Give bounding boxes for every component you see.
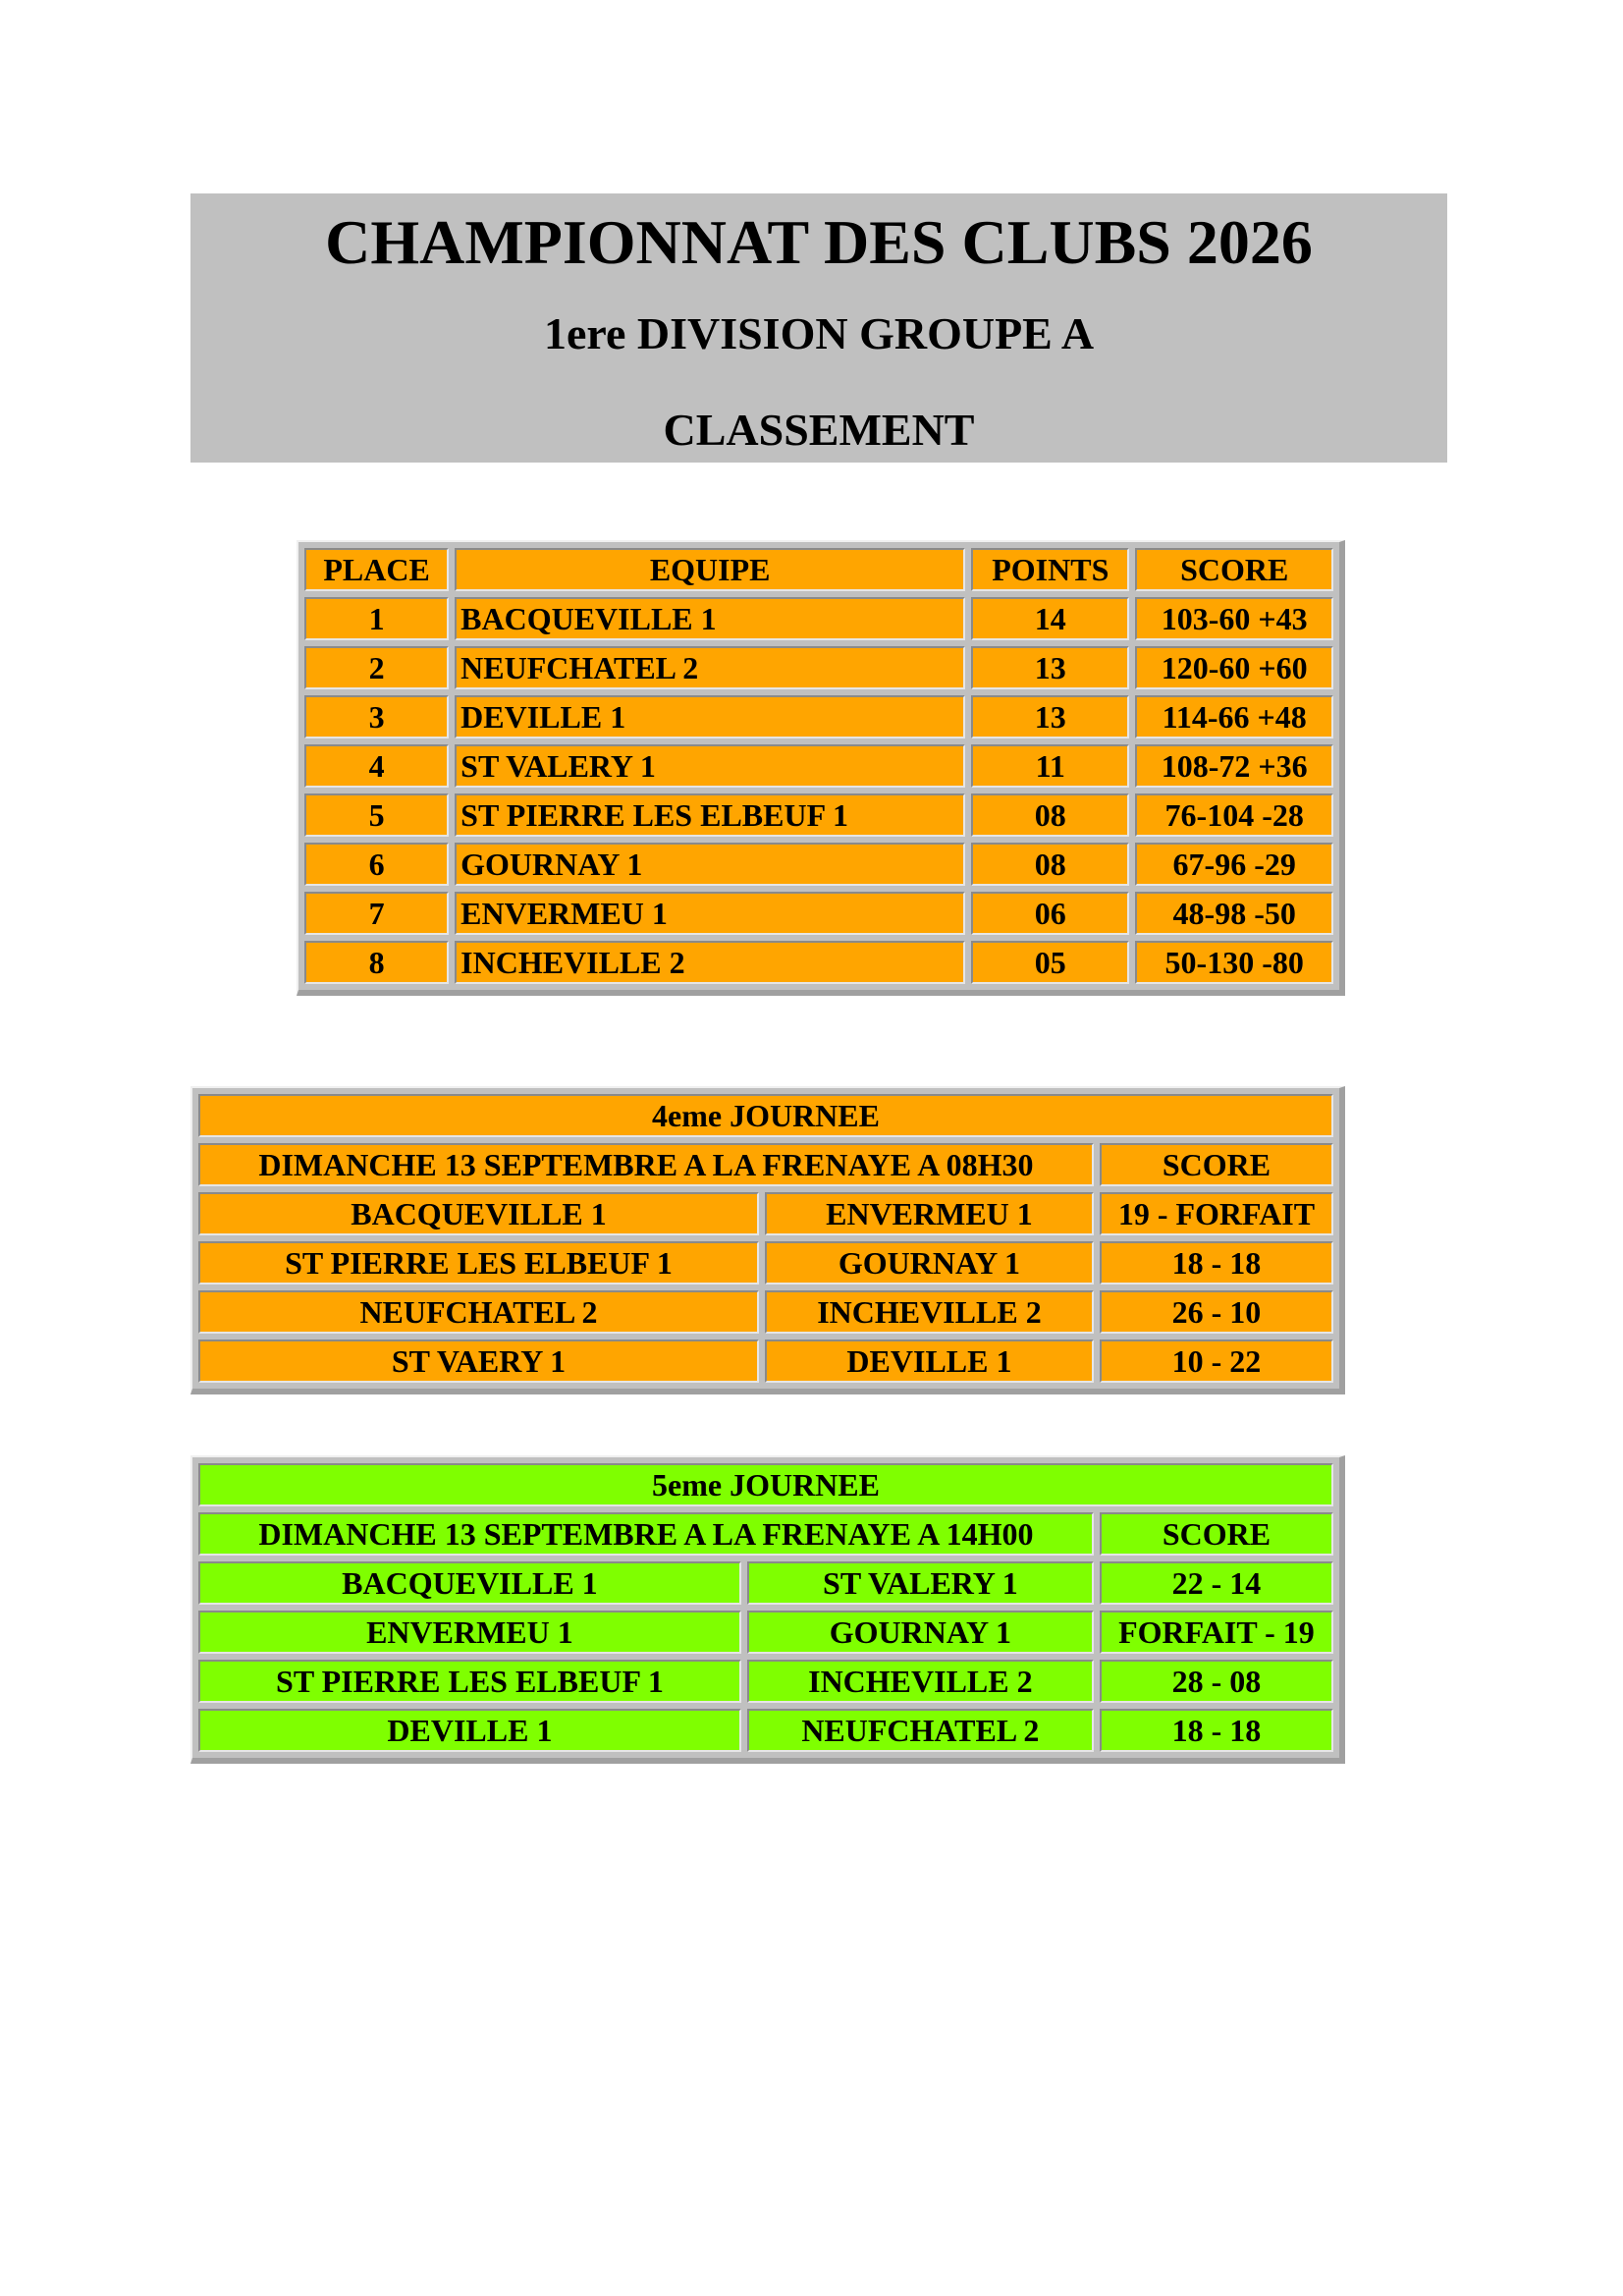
match-score-cell: 18 - 18 [1100,1709,1333,1752]
points-cell: 14 [971,597,1129,640]
away-team-cell: NEUFCHATEL 2 [747,1709,1094,1752]
points-cell: 06 [971,892,1129,935]
place-cell: 1 [304,597,449,640]
away-team-cell: GOURNAY 1 [765,1241,1094,1285]
away-team-cell: INCHEVILLE 2 [747,1660,1094,1703]
round-title-row [198,1094,1333,1137]
score-cell: 48-98 -50 [1135,892,1333,935]
column-header-points: POINTS [971,548,1129,591]
score-header: SCORE [1100,1512,1333,1556]
round-title: 5eme JOURNEE [198,1463,1333,1506]
standings-row [304,695,1333,738]
team-cell: BACQUEVILLE 1 [455,597,965,640]
match-row [198,1241,1333,1285]
division-subtitle: 1ere DIVISION GROUPE A [543,308,1095,358]
home-team-cell: BACQUEVILLE 1 [198,1561,741,1605]
match-score-cell: 19 - FORFAIT [1100,1192,1333,1235]
home-team-cell: ST PIERRE LES ELBEUF 1 [198,1241,759,1285]
place-cell: 3 [304,695,449,738]
match-score-cell: 22 - 14 [1100,1561,1333,1605]
standings-row [304,843,1333,886]
points-cell: 13 [971,646,1129,689]
score-header: SCORE [1100,1143,1333,1186]
team-cell: ST PIERRE LES ELBEUF 1 [455,793,965,837]
team-cell: ENVERMEU 1 [455,892,965,935]
home-team-cell: ST PIERRE LES ELBEUF 1 [198,1660,741,1703]
match-row [198,1339,1333,1383]
score-cell: 103-60 +43 [1135,597,1333,640]
score-cell: 67-96 -29 [1135,843,1333,886]
place-cell: 7 [304,892,449,935]
section-subtitle: CLASSEMENT [663,405,975,455]
match-row [198,1611,1333,1654]
match-score-cell: 28 - 08 [1100,1660,1333,1703]
team-cell: GOURNAY 1 [455,843,965,886]
home-team-cell: DEVILLE 1 [198,1709,741,1752]
match-score-cell: 10 - 22 [1100,1339,1333,1383]
round-info: DIMANCHE 13 SEPTEMBRE A LA FRENAYE A 08H30 [198,1143,1094,1186]
round-info-row [198,1512,1333,1556]
round-info: DIMANCHE 13 SEPTEMBRE A LA FRENAYE A 14H00 [198,1512,1094,1556]
standings-row [304,793,1333,837]
score-cell: 76-104 -28 [1135,793,1333,837]
place-cell: 2 [304,646,449,689]
standings-header-row [304,548,1333,591]
column-header-team: EQUIPE [455,548,965,591]
team-cell: DEVILLE 1 [455,695,965,738]
score-cell: 120-60 +60 [1135,646,1333,689]
points-cell: 05 [971,941,1129,984]
round-title: 4eme JOURNEE [198,1094,1333,1137]
page-title: CHAMPIONNAT DES CLUBS 2026 [325,207,1313,277]
match-score-cell: 26 - 10 [1100,1290,1333,1334]
away-team-cell: INCHEVILLE 2 [765,1290,1094,1334]
column-header-score: SCORE [1135,548,1333,591]
column-header-place: PLACE [304,548,449,591]
team-cell: INCHEVILLE 2 [455,941,965,984]
team-cell: ST VALERY 1 [455,744,965,788]
points-cell: 08 [971,793,1129,837]
match-row [198,1709,1333,1752]
place-cell: 8 [304,941,449,984]
standings-table [297,540,1345,996]
home-team-cell: BACQUEVILLE 1 [198,1192,759,1235]
place-cell: 4 [304,744,449,788]
match-row [198,1561,1333,1605]
away-team-cell: ST VALERY 1 [747,1561,1094,1605]
match-row [198,1290,1333,1334]
round4-table [190,1086,1345,1394]
points-cell: 08 [971,843,1129,886]
points-cell: 11 [971,744,1129,788]
away-team-cell: DEVILLE 1 [765,1339,1094,1383]
score-cell: 114-66 +48 [1135,695,1333,738]
header-banner [190,193,1447,463]
home-team-cell: ENVERMEU 1 [198,1611,741,1654]
standings-row [304,646,1333,689]
home-team-cell: NEUFCHATEL 2 [198,1290,759,1334]
away-team-cell: ENVERMEU 1 [765,1192,1094,1235]
points-cell: 13 [971,695,1129,738]
place-cell: 6 [304,843,449,886]
standings-row [304,941,1333,984]
standings-row [304,744,1333,788]
round-title-row [198,1463,1333,1506]
match-row [198,1660,1333,1703]
round-info-row [198,1143,1333,1186]
match-score-cell: 18 - 18 [1100,1241,1333,1285]
away-team-cell: GOURNAY 1 [747,1611,1094,1654]
home-team-cell: ST VAERY 1 [198,1339,759,1383]
round5-table [190,1455,1345,1764]
match-row [198,1192,1333,1235]
score-cell: 108-72 +36 [1135,744,1333,788]
match-score-cell: FORFAIT - 19 [1100,1611,1333,1654]
team-cell: NEUFCHATEL 2 [455,646,965,689]
standings-row [304,597,1333,640]
place-cell: 5 [304,793,449,837]
score-cell: 50-130 -80 [1135,941,1333,984]
standings-row [304,892,1333,935]
